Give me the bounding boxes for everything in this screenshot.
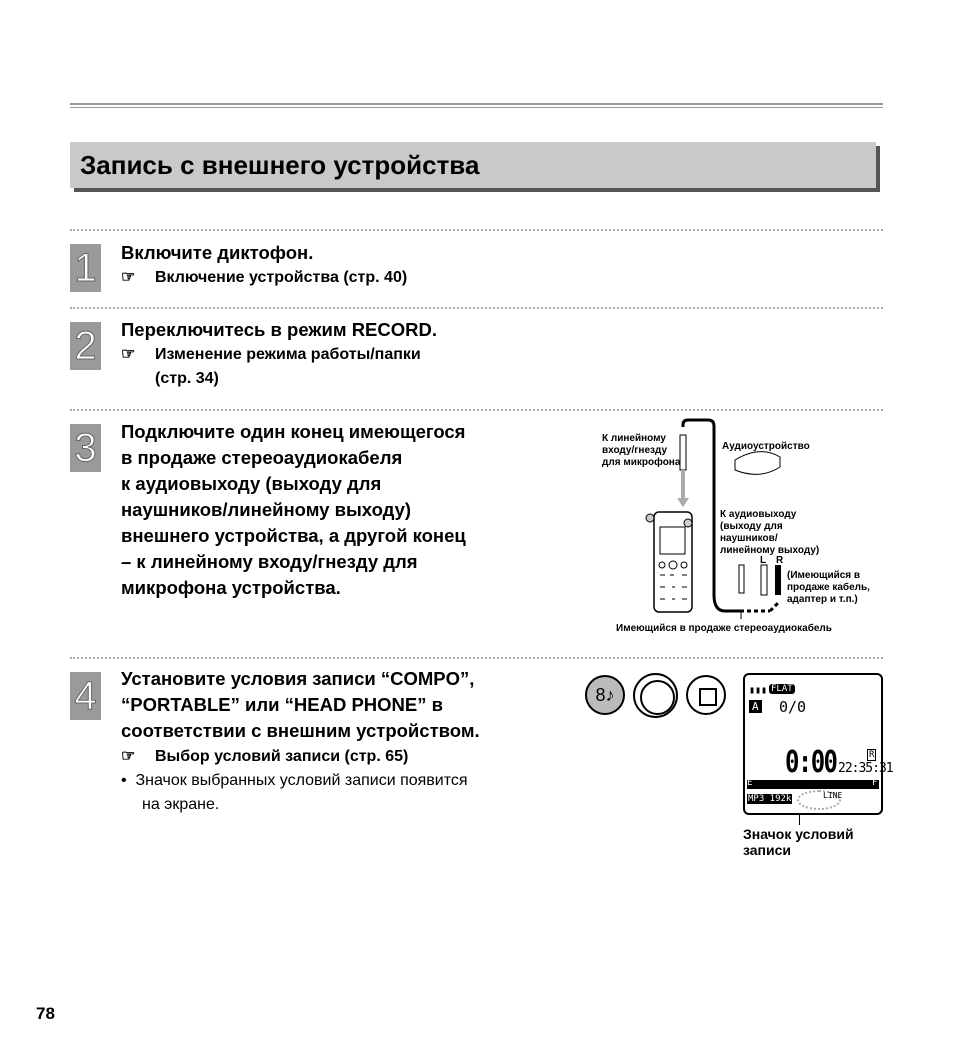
top-rule: [70, 103, 883, 105]
connection-diagram: [590, 415, 880, 640]
section-title: Запись с внешнего устройства: [80, 150, 480, 180]
divider: [70, 409, 883, 411]
step-4-text: [121, 666, 480, 744]
step-4-ref: [121, 745, 408, 769]
section-title-bar: [70, 142, 876, 188]
line: Подключите один конец имеющегося: [121, 421, 466, 442]
label-line-in: К линейному входу/гнезду для микрофона: [602, 433, 681, 468]
line-indicator: LINE: [823, 791, 843, 800]
ref-text: Выбор условий записи (стр. 65): [155, 748, 409, 765]
label-l: L: [760, 555, 767, 566]
step-1-heading: Включите диктофон.: [121, 242, 314, 263]
step-number: 2: [70, 322, 101, 370]
file-count: 0/0: [779, 698, 807, 716]
line: к аудиовыходу (выходу для: [121, 473, 382, 494]
step-3-text: [121, 419, 466, 601]
step-1-ref: [121, 266, 407, 290]
meter-e: E: [747, 778, 753, 788]
label-adapter: (Имеющийся в продаже кабель, адаптер и т.п.): [787, 570, 870, 605]
pointing-hand-icon: ☞: [121, 269, 136, 286]
step-4-bullet: • Значок выбранных условий записи появится на экране.: [121, 772, 468, 813]
ref-text: Включение устройства (стр. 40): [155, 269, 408, 286]
line: “PORTABLE” или “HEAD PHONE” в: [121, 694, 444, 715]
ref-text: (стр. 34): [155, 370, 219, 387]
step-number: 1: [70, 244, 101, 292]
elapsed-time: 0:00: [785, 745, 837, 780]
line: в продаже стереоаудиокабеля: [121, 447, 403, 468]
label-r: R: [776, 555, 784, 566]
step-number: 4: [70, 672, 101, 720]
clock: 22:35:31: [838, 761, 893, 776]
divider: [70, 307, 883, 309]
pointing-hand-icon: ☞: [121, 748, 136, 765]
top-rule-2: [70, 107, 883, 108]
label-cable: Имеющийся в продаже стереоаудиокабель: [616, 623, 832, 634]
ref-text: Изменение режима работы/папки: [155, 346, 421, 363]
battery-icon: ▮▮▮: [749, 685, 768, 696]
step-2-ref: [121, 343, 421, 391]
line: микрофона устройства.: [121, 577, 341, 598]
lcd-caption: Значок условий записи: [743, 826, 854, 858]
record-indicator: R: [869, 750, 875, 760]
line: внешнего устройства, а другой конец: [121, 525, 466, 546]
stop-button-icon: [686, 675, 726, 715]
page-number: 78: [36, 1004, 55, 1023]
step-2-heading: Переключитесь в режим RECORD.: [121, 319, 438, 340]
leader-line: [799, 815, 800, 825]
divider: [70, 229, 883, 231]
lcd-display: [743, 673, 893, 815]
format-indicator: MP3 192k: [748, 794, 792, 804]
label-audio-out: К аудиовыходу (выходу для наушников/ линейному выходу): [720, 509, 820, 556]
scene-button-icon: 8♪: [585, 675, 625, 715]
eq-indicator: FLAT: [771, 684, 793, 694]
line: Установите условия записи “COMPO”,: [121, 668, 475, 689]
folder-indicator: A: [749, 700, 762, 713]
level-meter: [747, 780, 879, 789]
line: наушников/линейному выходу): [121, 499, 412, 520]
meter-f: F: [872, 778, 878, 788]
line: – к линейному входу/гнезду для: [121, 551, 418, 572]
divider: [70, 657, 883, 659]
pointing-hand-icon: ☞: [121, 346, 136, 363]
record-button-icon: [633, 673, 678, 718]
line: соответствии с внешним устройством.: [121, 720, 480, 741]
label-audio-device: Аудиоустройство: [722, 441, 810, 452]
step-number: 3: [70, 424, 101, 472]
